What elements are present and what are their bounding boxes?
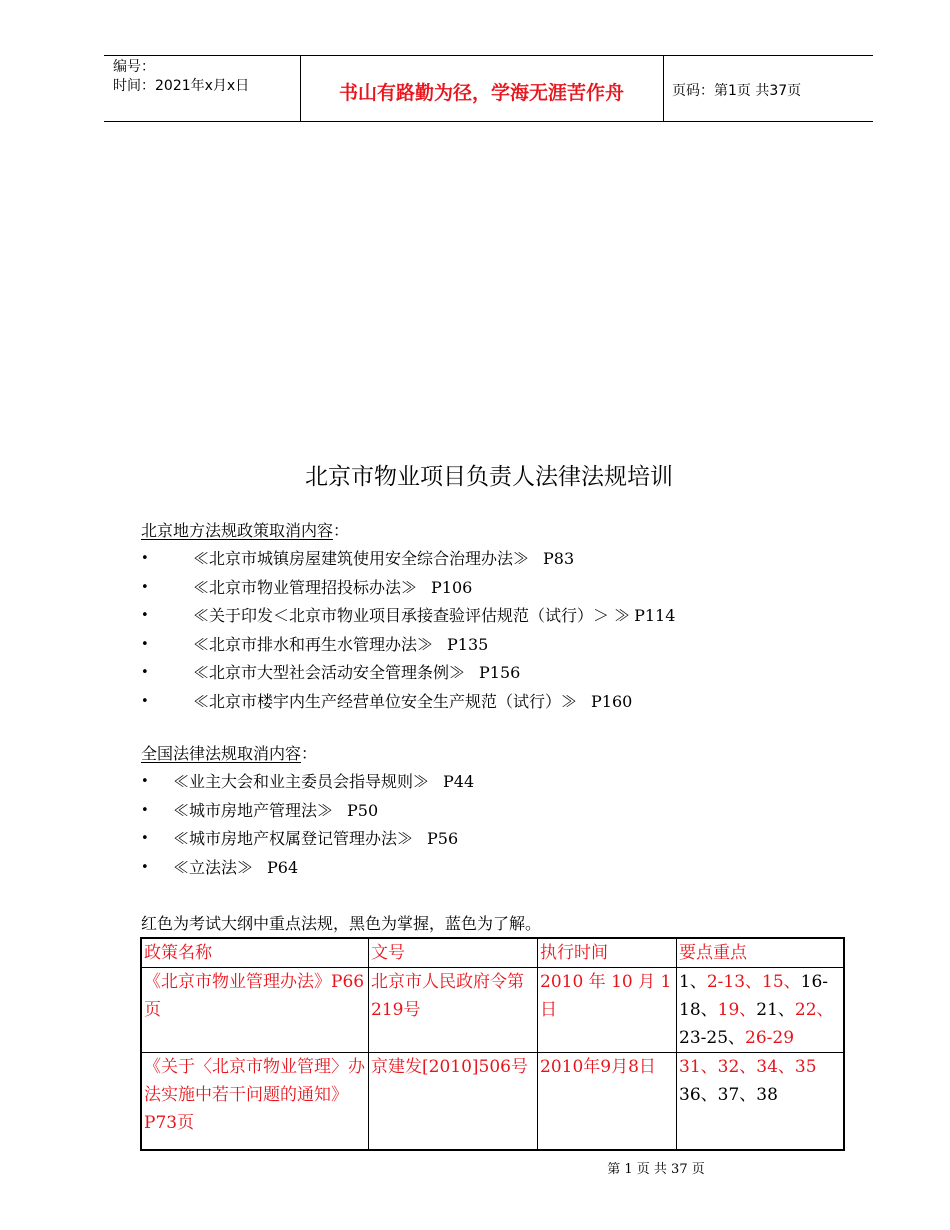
page-reference: P83 [543,549,575,568]
regulation-name: ≪北京市大型社会活动安全管理条例≫ [193,663,466,682]
page-reference: P44 [443,772,475,791]
regulation-name: ≪北京市物业管理招投标办法≫ [193,577,418,597]
bullet-icon: • [141,551,149,566]
list-item [141,547,841,576]
list-item [141,661,841,690]
section-heading: 全国法律法规取消内容： [141,744,318,763]
header-meta [113,58,249,96]
key-point: 23-25、 [679,1028,746,1048]
table-header-row [141,938,844,968]
policy-name-cell: 《关于〈北京市物业管理〉办法实施中若干问题的通知》P73页 [141,1053,369,1151]
bullet-icon: • [141,636,149,652]
column-header-effective-date: 执行时间 [538,938,677,968]
key-point: 36、37、38 [679,1085,778,1105]
effective-date-cell: 2010年9月8日 [538,1053,677,1151]
regulation-name: ≪城市房地产权属登记管理办法≫ [173,829,414,848]
section-heading: 北京地方法规政策取消内容： [141,521,350,540]
column-header-key-points: 要点重点 [677,938,845,968]
national-laws-section [141,742,841,884]
page-reference: P106 [431,577,473,597]
column-header-policy-name: 政策名称 [141,938,369,968]
doc-number-cell: 北京市人民政府令第219号 [369,968,538,1053]
bullet-icon: • [141,802,149,818]
key-point: 22、 [794,1000,834,1020]
bullet-icon: • [141,774,149,789]
key-point: 31、32、34、35 [679,1057,817,1077]
doc-number-cell: 京建发[2010]506号 [369,1053,538,1151]
key-point: 26-29 [745,1028,795,1048]
header-divider [663,55,664,122]
regulation-name: ≪北京市排水和再生水管理办法≫ [193,634,434,654]
header-number-label: 编号： [113,59,155,75]
bullet-icon: • [141,579,149,595]
local-regulations-section [141,519,841,718]
page-reference: P56 [427,829,459,848]
policy-name-cell: 《北京市物业管理办法》P66页 [141,968,369,1053]
list-item [141,799,841,828]
bullet-icon: • [141,831,149,846]
list-item [141,633,841,662]
key-points-cell [677,968,845,1053]
table-row [141,1053,844,1151]
bullet-icon: • [141,665,149,680]
key-point: 1、 [679,972,707,992]
key-point: 2-13、 [706,972,763,992]
header-bottom-rule [104,121,873,122]
list-item [141,856,841,885]
header-motto: 书山有路勤为径，学海无涯苦作舟 [338,82,624,104]
key-point: 21、 [756,1000,795,1020]
key-point: 16-18、 [679,972,829,1020]
page-reference: P156 [479,663,521,682]
regulation-name: ≪北京市城镇房屋建筑使用安全综合治理办法≫ [193,549,530,568]
list-item [141,690,841,719]
header-page-label: 页码：第1页 共37页 [672,83,802,99]
bullet-icon: • [141,859,149,875]
color-legend-note: 红色为考试大纲中重点法规，黑色为掌握，蓝色为了解。 [141,914,542,933]
bullet-icon: • [141,608,149,623]
key-points-cell [677,1053,845,1151]
key-point: 19、 [717,1000,757,1020]
list-item [141,770,841,799]
document-title: 北京市物业项目负责人法律法规培训 [305,464,673,490]
page-reference: P50 [347,800,379,820]
key-point: 15、 [762,972,801,992]
regulation-name: ≪关于印发＜北京市物业项目承接查验评估规范（试行）＞ ≫ [193,606,631,625]
page-reference: P114 [634,606,676,625]
header-top-rule [104,55,873,56]
regulation-name: ≪城市房地产管理法≫ [173,800,334,820]
page-footer: 第 1 页 共 37 页 [607,1162,705,1177]
bullet-icon: • [141,693,149,709]
page-reference: P64 [267,857,299,877]
regulation-name: ≪业主大会和业主委员会指导规则≫ [173,772,430,791]
policy-table [140,937,845,1151]
page-reference: P160 [591,691,633,711]
effective-date-cell: 2010 年 10 月 1 日 [538,968,677,1053]
regulation-name: ≪立法法≫ [173,857,254,877]
list-item [141,604,841,633]
page-reference: P135 [447,634,489,654]
list-item [141,576,841,605]
column-header-doc-number: 文号 [369,938,538,968]
list-item [141,827,841,856]
header-time-label: 时间：2021年x月x日 [113,78,250,94]
table-row [141,968,844,1053]
regulation-name: ≪北京市楼宇内生产经营单位安全生产规范（试行）≫ [193,691,578,711]
